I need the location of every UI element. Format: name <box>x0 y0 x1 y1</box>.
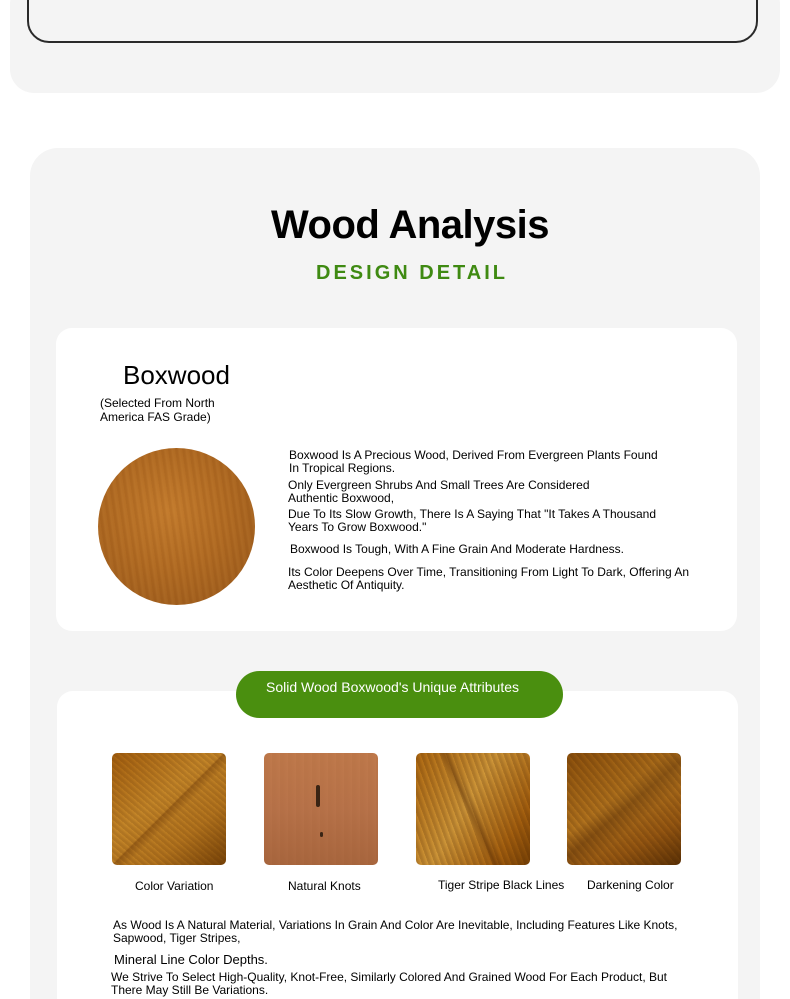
natural-knots-image <box>264 753 378 865</box>
description-line: Boxwood Is Tough, With A Fine Grain And Moderate Hardness. <box>290 542 624 556</box>
color-variation-image <box>112 753 226 865</box>
wood-name: Boxwood <box>123 360 230 390</box>
tiger-stripe-image <box>416 753 530 865</box>
description-line: Due To Its Slow Growth, There Is A Saying That "It Takes A Thousand Years To Grow Boxwood." <box>288 507 657 534</box>
attributes-pill-label: Solid Wood Boxwood's Unique Attributes <box>266 679 520 695</box>
attribute-label: Darkening Color <box>587 878 674 892</box>
knot-mark <box>320 832 323 837</box>
description-line: Boxwood Is A Precious Wood, Derived From Evergreen Plants Found In Tropical Regions. <box>289 448 658 475</box>
variation-note: Mineral Line Color Depths. <box>114 952 268 967</box>
attribute-label: Natural Knots <box>288 879 361 893</box>
darkening-color-image <box>567 753 681 865</box>
top-section-frame <box>27 0 758 43</box>
wood-sample-image <box>98 448 255 605</box>
attribute-label: Tiger Stripe Black Lines <box>438 878 565 892</box>
description-line: Its Color Deepens Over Time, Transitioning From Light To Dark, Offering An Aesthetic Of Antiquity. <box>288 565 690 592</box>
section-subtitle: DESIGN DETAIL <box>316 262 508 284</box>
knot-mark <box>316 785 320 807</box>
variation-note: As Wood Is A Natural Material, Variations In Grain And Color Are Inevitable, Including Features Like Knots, Sapwood, Tiger Stripes, <box>113 918 678 945</box>
wood-grade: (Selected From North America FAS Grade) <box>100 396 215 424</box>
variation-note: We Strive To Select High-Quality, Knot-Free, Similarly Colored And Grained Wood For Each Product, But There May Still Be Variations. <box>111 970 668 997</box>
description-line: Only Evergreen Shrubs And Small Trees Are Considered Authentic Boxwood, <box>288 478 590 505</box>
attribute-label: Color Variation <box>135 879 214 893</box>
section-title: Wood Analysis <box>271 203 549 247</box>
